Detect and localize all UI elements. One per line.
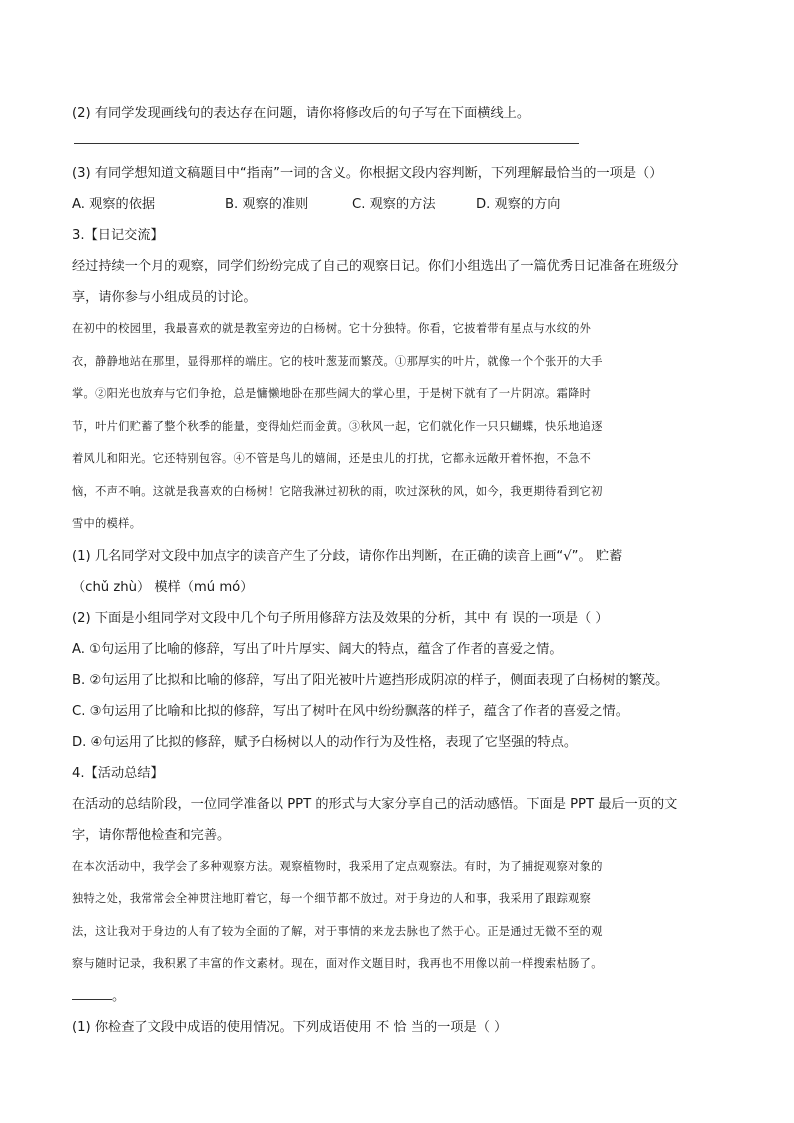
q3-sub1-question: (1) 几名同学对文段中加点字的读音产生了分歧，请你作出判断，在正确的读音上画“√”。 贮蓄 [72,548,623,564]
q4-intro-line: 字，请你帮他检查和完善。 [72,827,231,843]
ppt-line: 在本次活动中，我学会了多种观察方法。观察植物时，我采用了定点观察法。有时，为了捕捉观察对象的 [72,859,603,873]
q3-sub2-question: (2) 下面是小组同学对文段中几个句子所用修辞方法及效果的分析，其中 有 误的一项是（ ） [72,610,609,626]
q3-sub2-option-c[interactable]: C. ③句运用了比喻和比拟的修辞，写出了树叶在风中纷纷飘落的样子，蕴含了作者的喜爱之情。 [72,703,629,719]
q3-sub1-pinyin: （chǔ zhù） 模样（mú mó） [72,579,254,595]
diary-line: 在初中的校园里，我最喜欢的就是教室旁边的白杨树。它十分独特。你看，它披着带有星点与水纹的外 [72,322,592,335]
diary-line: 衣，静静地站在那里，显得那样的端庄。它的枝叶葱茏而繁茂。①那厚实的叶片，就像一个个张开的大手 [72,354,603,368]
diary-line: 恼，不声不响。这就是我喜欢的白杨树！它陪我淋过初秋的雨，吹过深秋的风，如今，我更期待看到它初 [72,484,603,498]
blank-underline[interactable] [72,985,112,1000]
q4-title: 4.【活动总结】 [72,765,164,781]
q4-intro-line: 在活动的总结阶段，一位同学准备以 PPT 的形式与大家分享自己的活动感悟。下面是 PPT 最后一页的文 [72,796,678,812]
q2-sub3-question: (3) 有同学想知道文稿题目中“指南”一词的含义。你根据文段内容判断，下列理解最恰当的一项是（） [72,166,663,181]
exam-page [72,98,720,1043]
answer-line[interactable] [74,143,579,144]
q3-title: 3.【日记交流】 [72,228,164,243]
diary-line: 掌。②阳光也放弃与它们争抢，总是慵懒地卧在那些阔大的掌心里，于是树下就有了一片阴凉。霜降时 [72,387,592,400]
ppt-line: 法，这让我对于身边的人有了较为全面的了解，对于事情的来龙去脉也了然于心。正是通过无微不至的观 [72,924,603,938]
fill-blank-line [72,981,720,1012]
ppt-passage [72,851,720,981]
diary-passage [72,313,720,541]
ppt-line: 察与随时记录，我积累了丰富的作文素材。现在，面对作文题目时，我再也不用像以前一样搜索枯肠了。 [72,957,603,970]
ppt-line: 独特之处，我常常会全神贯注地盯着它，每一个细节都不放过。对于身边的人和事，我采用了跟踪观察 [72,892,592,905]
option-c[interactable]: C. 观察的方法 [352,197,436,212]
diary-line: 着风儿和阳光。它还特别包容。④不管是鸟儿的嬉闹，还是虫儿的打扰，它都永远敞开着怀抱，不急不 [72,452,592,465]
period-mark: 。 [112,988,126,1004]
option-b[interactable]: B. 观察的准则 [225,197,309,212]
diary-line: 雪中的模样。 [72,517,142,530]
q3-intro-line: 经过持续一个月的观察，同学们纷纷完成了自己的观察日记。你们小组选出了一篇优秀日记准备在班级分 [72,259,679,274]
option-d[interactable]: D. 观察的方向 [476,197,561,212]
q3-sub2-option-b[interactable]: B. ②句运用了比拟和比喻的修辞，写出了阳光被叶片遮挡形成阴凉的样子，侧面表现了白杨树的繁茂。 [72,672,669,688]
q3-sub2-option-a[interactable]: A. ①句运用了比喻的修辞，写出了叶片厚实、阔大的特点，蕴含了作者的喜爱之情。 [72,641,563,657]
q4-sub1-question: (1) 你检查了文段中成语的使用情况。下列成语使用 不 恰 当的一项是（ ） [72,1019,508,1035]
q3-sub2-option-d[interactable]: D. ④句运用了比拟的修辞，赋予白杨树以人的动作行为及性格，表现了它坚强的特点。 [72,734,578,750]
diary-line: 节，叶片们贮蓄了整个秋季的能量，变得灿烂而金黄。③秋风一起，它们就化作一只只蝴蝶，快乐地追逐 [72,419,603,433]
q3-intro-line: 享，请你参与小组成员的讨论。 [72,290,257,305]
q2-sub2-question: (2) 有同学发现画线句的表达存在问题，请你将修改后的句子写在下面横线上。 [72,106,531,121]
option-a[interactable]: A. 观察的依据 [72,197,156,212]
q2-sub3-options [72,189,720,220]
